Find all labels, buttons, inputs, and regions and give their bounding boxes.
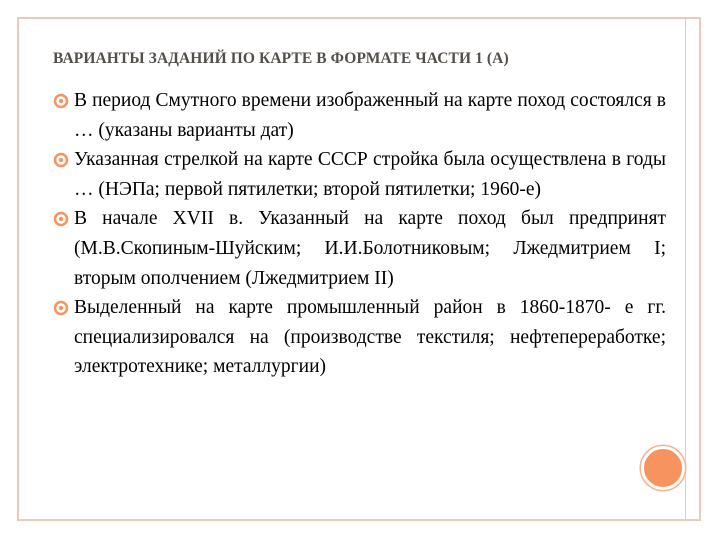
list-item: [50, 86, 666, 145]
bullet-list: [50, 86, 666, 382]
slide-title: ВАРИАНТЫ ЗАДАНИЙ ПО КАРТЕ В ФОРМАТЕ ЧАСТИ 1 (А): [53, 50, 509, 67]
list-item-text: В период Смутного времени изображенный на карте поход состоялся в … (указаны варианты дат): [74, 90, 666, 141]
frame-right-line: [685, 17, 686, 521]
list-item-text: Выделенный на карте промышленный район в 1860-1870- е гг. специализировался на (производстве текстиля; нефтепереработке; электротехнике; металлургии): [74, 297, 666, 378]
bullet-icon: [52, 151, 70, 169]
list-item: [50, 293, 666, 382]
decorative-circle: [641, 446, 685, 490]
bullet-icon: [52, 299, 70, 317]
list-item-text: В начале XVII в. Указанный на карте поход был предпринят (М.В.Скопиным-Шуйским; И.И.Болотниковым; Лжедмитрием I; вторым ополчением (Лжедмитрием II): [74, 208, 666, 289]
list-item: [50, 145, 666, 204]
list-item: [50, 204, 666, 293]
list-item-text: Указанная стрелкой на карте СССР стройка была осуществлена в годы … (НЭПа; первой пятилетки; второй пятилетки; 1960-е): [74, 149, 666, 200]
bullet-icon: [52, 92, 70, 110]
bullet-icon: [52, 210, 70, 228]
